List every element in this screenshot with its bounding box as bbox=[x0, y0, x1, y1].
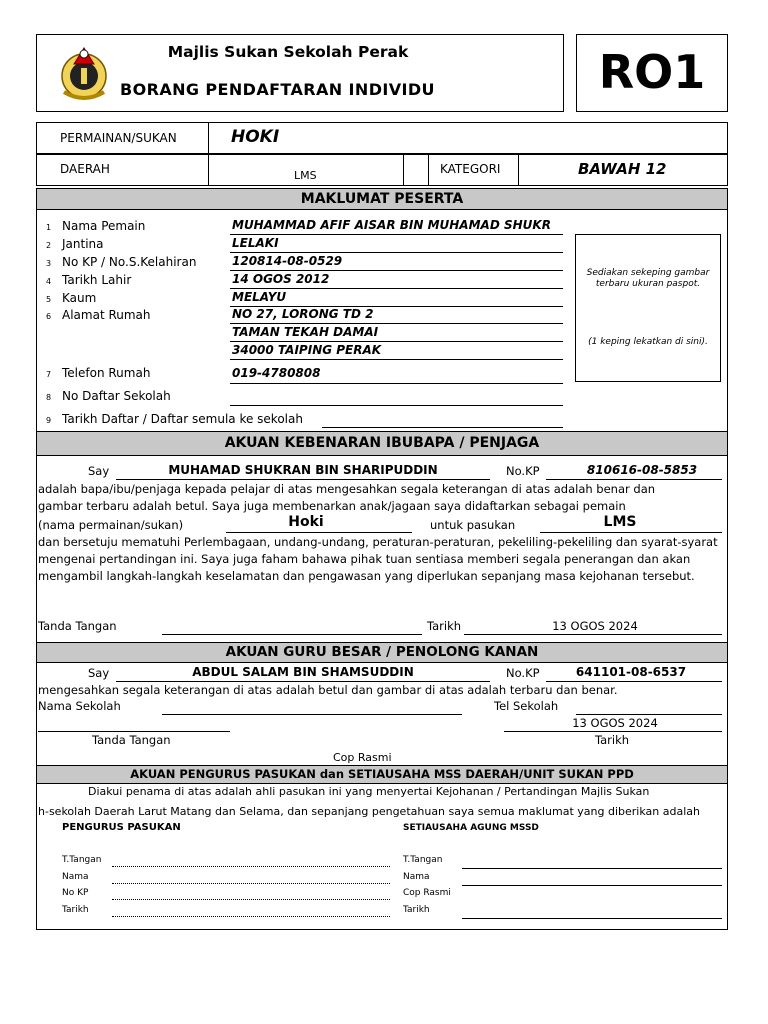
sport-value: HOKI bbox=[231, 127, 280, 147]
parent-date[interactable]: 13 OGOS 2024 bbox=[552, 619, 638, 633]
parent-signature-field[interactable] bbox=[162, 634, 422, 635]
say-label: Say bbox=[88, 666, 110, 680]
photo-note: (1 keping lekatkan di sini). bbox=[588, 337, 708, 347]
headmaster-heading: AKUAN GURU BESAR / PENOLONG KANAN bbox=[36, 642, 728, 663]
secretary-field-line[interactable] bbox=[462, 918, 722, 919]
underline bbox=[230, 288, 563, 289]
school-tel-label: Tel Sekolah bbox=[494, 699, 559, 713]
manager-field-line[interactable] bbox=[112, 899, 390, 900]
headmaster-line1: mengesahkan segala keterangan di atas adalah betul dan gambar di atas adalah terbaru dan benar. bbox=[38, 683, 618, 697]
school-no-field[interactable] bbox=[230, 405, 563, 406]
headmaster-kp[interactable]: 641101-08-6537 bbox=[575, 665, 687, 679]
school-name-field[interactable] bbox=[162, 714, 462, 715]
reg-date-field[interactable] bbox=[322, 427, 563, 428]
participant-field-value[interactable]: MUHAMMAD AFIF AISAR BIN MUHAMAD SHUKR bbox=[232, 218, 551, 232]
participant-field-label: Alamat Rumah bbox=[62, 308, 151, 322]
underline bbox=[230, 359, 563, 360]
manager-title: PENGURUS PASUKAN bbox=[62, 822, 181, 833]
phone-value[interactable]: 019-4780808 bbox=[232, 366, 321, 380]
participant-heading: MAKLUMAT PESERTA bbox=[36, 188, 728, 210]
category-value: BAWAH 12 bbox=[578, 160, 667, 178]
stamp-label: Cop Rasmi bbox=[333, 751, 392, 764]
team-prompt: untuk pasukan bbox=[430, 518, 516, 532]
divider bbox=[518, 154, 519, 186]
manager-line1: Diakui penama di atas adalah ahli pasukan ini yang menyertai Kejohanan / Pertandingan Majlis Sukan bbox=[88, 785, 650, 798]
manager-field-label: Nama bbox=[62, 872, 89, 882]
row-number: 5 bbox=[46, 295, 52, 304]
kp-label: No.KP bbox=[506, 464, 540, 478]
sport-prompt: (nama permainan/sukan) bbox=[38, 518, 184, 532]
form-title: BORANG PENDAFTARAN INDIVIDU bbox=[120, 80, 435, 99]
underline bbox=[504, 731, 722, 732]
manager-field-label: T.Tangan bbox=[62, 855, 102, 865]
reg-date-label: Tarikh Daftar / Daftar semula ke sekolah bbox=[62, 412, 303, 426]
participant-field-value[interactable]: 120814-08-0529 bbox=[232, 254, 343, 268]
secretary-title: SETIAUSAHA AGUNG MSSD bbox=[403, 823, 539, 833]
participant-field-label: Kaum bbox=[62, 291, 97, 305]
participant-field-label: Jantina bbox=[62, 237, 104, 251]
underline bbox=[226, 532, 412, 533]
sport-label: PERMAINAN/SUKAN bbox=[60, 131, 177, 145]
parent-date-label: Tarikh bbox=[427, 619, 462, 633]
divider bbox=[403, 154, 404, 186]
address-line3: 34000 TAIPING PERAK bbox=[232, 343, 382, 357]
headmaster-name[interactable]: ABDUL SALAM BIN SHAMSUDDIN bbox=[192, 665, 414, 679]
secretary-field-label: T.Tangan bbox=[403, 855, 443, 865]
row-number: 1 bbox=[46, 223, 52, 232]
row-number: 9 bbox=[46, 416, 52, 425]
underline bbox=[546, 479, 722, 480]
parent-line1: adalah bapa/ibu/penjaga kepada pelajar di atas mengesahkan segala keterangan di atas adalah benar dan bbox=[38, 482, 656, 496]
divider bbox=[208, 154, 209, 186]
underline bbox=[116, 479, 490, 480]
photo-instruction: Sediakan sekeping gambar terbaru ukuran paspot. bbox=[586, 268, 710, 289]
manager-field-line[interactable] bbox=[112, 866, 390, 867]
district-label: DAERAH bbox=[60, 162, 110, 176]
underline bbox=[230, 341, 563, 342]
secretary-field-label: Tarikh bbox=[403, 905, 430, 915]
secretary-field-line[interactable] bbox=[462, 885, 722, 886]
manager-field-label: Tarikh bbox=[62, 905, 89, 915]
perak-crest-icon bbox=[58, 40, 110, 106]
parent-line5: mengambil langkah-langkah keselamatan dan pengawasan yang diperlukan sepanjang masa kejohanan tersebut. bbox=[38, 569, 695, 583]
parent-sign-label: Tanda Tangan bbox=[38, 619, 117, 633]
manager-field-line[interactable] bbox=[112, 916, 390, 917]
secretary-field-label: Cop Rasmi bbox=[403, 888, 451, 898]
org-name: Majlis Sukan Sekolah Perak bbox=[167, 43, 409, 61]
participant-field-value[interactable]: NO 27, LORONG TD 2 bbox=[232, 307, 374, 321]
row-number: 4 bbox=[46, 277, 52, 286]
address-line2: TAMAN TEKAH DAMAI bbox=[232, 325, 379, 339]
divider bbox=[208, 122, 209, 154]
parent-line4: mengenai pertandingan ini. Saya juga faham bahawa pihak tuan sentiasa memberi segala penerangan dan akan bbox=[38, 552, 691, 566]
headmaster-date[interactable]: 13 OGOS 2024 bbox=[572, 716, 658, 730]
underline bbox=[230, 270, 563, 271]
manager-line2: h-sekolah Daerah Larut Matang dan Selama, dan sepanjang pengetahuan saya semua maklumat yang diberikan adalah bbox=[38, 805, 700, 818]
secretary-field-label: Nama bbox=[403, 872, 430, 882]
row-number: 7 bbox=[46, 370, 52, 379]
row-number: 8 bbox=[46, 393, 52, 402]
photo-box bbox=[575, 234, 721, 382]
row-number: 6 bbox=[46, 312, 52, 321]
underline bbox=[230, 383, 563, 384]
category-label: KATEGORI bbox=[440, 162, 501, 176]
underline bbox=[546, 681, 722, 682]
row-number: 3 bbox=[46, 259, 52, 268]
participant-field-value[interactable]: LELAKI bbox=[232, 236, 279, 250]
parent-heading: AKUAN KEBENARAN IBUBAPA / PENJAGA bbox=[36, 431, 728, 456]
participant-field-label: Nama Pemain bbox=[62, 219, 146, 233]
underline bbox=[540, 532, 722, 533]
parent-name[interactable]: MUHAMAD SHUKRAN BIN SHARIPUDDIN bbox=[168, 463, 438, 477]
parent-kp[interactable]: 810616-08-5853 bbox=[586, 463, 698, 477]
school-no-label: No Daftar Sekolah bbox=[62, 389, 171, 403]
participant-field-label: No KP / No.S.Kelahiran bbox=[62, 255, 197, 269]
underline bbox=[230, 234, 563, 235]
phone-label: Telefon Rumah bbox=[62, 366, 151, 380]
underline bbox=[230, 323, 563, 324]
parent-team[interactable]: LMS bbox=[603, 514, 637, 530]
participant-field-label: Tarikh Lahir bbox=[62, 273, 132, 287]
underline bbox=[230, 252, 563, 253]
parent-line3: dan bersetuju mematuhi Perlembagaan, undang-undang, peraturan-peraturan, pekeliling-pekeliling dan syarat-syarat bbox=[38, 535, 718, 549]
kp-label: No.KP bbox=[506, 666, 540, 680]
underline bbox=[38, 731, 230, 732]
headmaster-date-label: Tarikh bbox=[595, 733, 630, 747]
row-number: 2 bbox=[46, 241, 52, 250]
say-label: Say bbox=[88, 464, 110, 478]
school-name-label: Nama Sekolah bbox=[38, 699, 121, 713]
manager-field-line[interactable] bbox=[112, 883, 390, 884]
parent-sport[interactable]: Hoki bbox=[288, 514, 324, 530]
school-tel-field[interactable] bbox=[576, 714, 722, 715]
form-code: RO1 bbox=[598, 45, 706, 99]
participant-field-value[interactable]: MELAYU bbox=[232, 290, 287, 304]
underline bbox=[116, 681, 490, 682]
manager-field-label: No KP bbox=[62, 888, 89, 898]
underline bbox=[464, 634, 722, 635]
headmaster-sign-label: Tanda Tangan bbox=[92, 733, 171, 747]
divider bbox=[428, 154, 429, 186]
participant-field-value[interactable]: 14 OGOS 2012 bbox=[232, 272, 330, 286]
district-value: LMS bbox=[294, 169, 317, 182]
secretary-field-line[interactable] bbox=[462, 868, 722, 869]
parent-line2: gambar terbaru adalah betul. Saya juga membenarkan anak/jagaan saya didaftarkan sebagai pemain bbox=[38, 499, 626, 513]
manager-heading: AKUAN PENGURUS PASUKAN dan SETIAUSAHA MSS DAERAH/UNIT SUKAN PPD bbox=[36, 765, 728, 784]
